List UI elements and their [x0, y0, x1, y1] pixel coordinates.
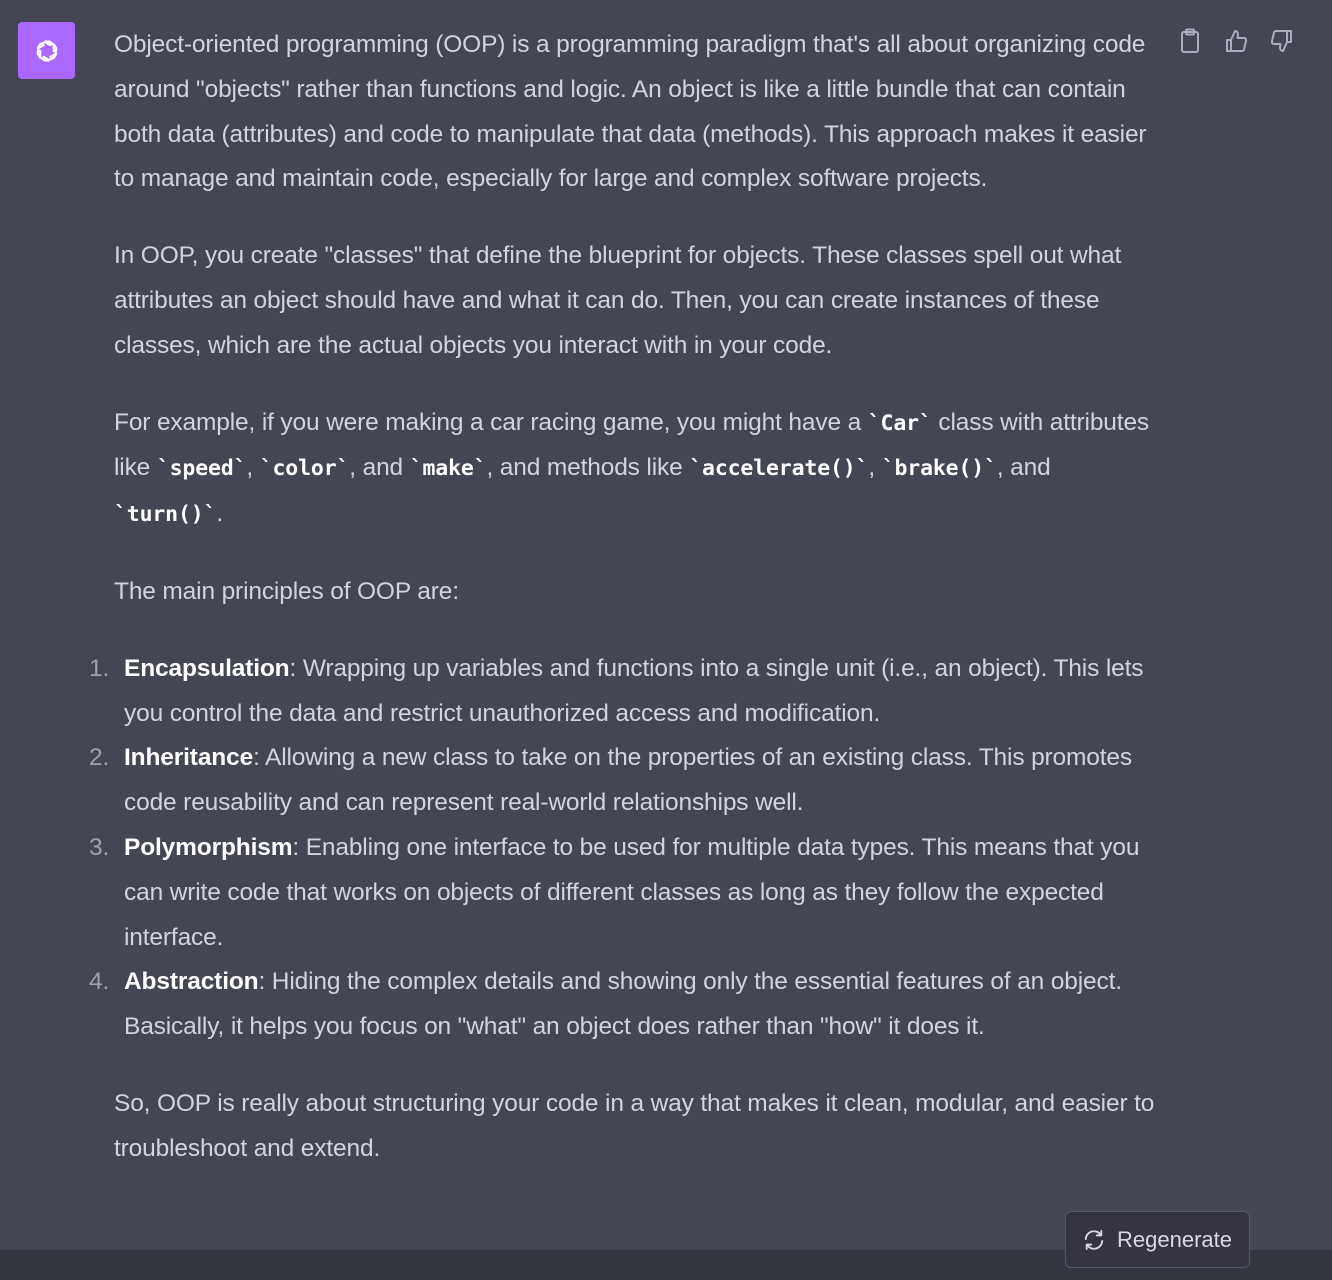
clipboard-icon: [1178, 28, 1202, 54]
inline-code: `make`: [409, 456, 487, 482]
paragraph-intro: Object-oriented programming (OOP) is a programming paradigm that's all about organizing code around "objects" rather than functions and logic. An object is like a little bundle that can contain both data (attributes) and code to manipulate that data (methods). This approach makes it easier to manage and maintain code, especially for large and complex software projects.: [114, 31, 1147, 193]
list-text: : Allowing a new class to take on the properties of an existing class. This promotes code reusability and can represent real-world relationships well.: [124, 744, 1132, 817]
list-number: 1.: [89, 654, 110, 682]
text: ,: [868, 454, 882, 482]
list-term: Abstraction: [124, 968, 259, 996]
text: class with attributes like: [114, 408, 1150, 482]
text: ,: [246, 454, 260, 482]
thumbs-down-icon: [1270, 28, 1294, 54]
regenerate-button[interactable]: [1065, 1211, 1250, 1268]
text: , and methods like: [486, 454, 690, 482]
paragraph-principles-intro: The main principles of OOP are:: [114, 577, 459, 605]
inline-code: `color`: [259, 456, 350, 482]
list-term: Polymorphism: [124, 833, 293, 861]
message-actions: [1176, 26, 1296, 56]
thumbs-up-button[interactable]: [1222, 26, 1250, 56]
paragraph-example: [114, 401, 1164, 538]
text: , and: [349, 454, 410, 482]
principles-list: [89, 647, 1164, 1050]
list-text: : Enabling one interface to be used for multiple data types. This means that you can write code that works on objects of different classes as long as they follow the expected interface.: [124, 833, 1140, 951]
refresh-icon: [1083, 1229, 1105, 1251]
list-item: [89, 826, 1164, 960]
text: For example, if you were making a car racing game, you might have a: [114, 408, 868, 436]
inline-code: `speed`: [156, 456, 247, 482]
text: , and: [996, 454, 1051, 482]
list-term: Inheritance: [124, 744, 254, 772]
inline-code: `Car`: [867, 410, 932, 436]
inline-code: `brake()`: [881, 456, 997, 482]
thumbs-up-icon: [1224, 28, 1248, 54]
thumbs-down-button[interactable]: [1268, 26, 1296, 56]
list-item: [89, 647, 1164, 737]
list-item: [89, 736, 1164, 826]
assistant-avatar: [18, 22, 75, 79]
list-item: [89, 960, 1164, 1050]
inline-code: `turn()`: [114, 502, 217, 528]
list-text: : Wrapping up variables and functions into a single unit (i.e., an object). This lets you control the data and restrict unauthorized access and modification.: [124, 654, 1144, 727]
openai-logo-icon: [30, 34, 64, 68]
text: .: [216, 500, 224, 528]
assistant-message: [89, 23, 1164, 1172]
list-number: 3.: [89, 833, 110, 861]
paragraph-summary: So, OOP is really about structuring your code in a way that makes it clean, modular, and easier to troubleshoot and extend.: [114, 1089, 1155, 1162]
inline-code: `accelerate()`: [689, 456, 869, 482]
paragraph-classes: In OOP, you create "classes" that define the blueprint for objects. These classes spell out what attributes an object should have and what it can do. Then, you can create instances of these classes, which are the actual objects you interact with in your code.: [114, 242, 1122, 359]
list-number: 4.: [89, 968, 110, 996]
list-text: : Hiding the complex details and showing only the essential features of an object. Basically, it helps you focus on "what" an object does rather than "how" it does it.: [124, 968, 1122, 1041]
list-term: Encapsulation: [124, 654, 290, 682]
list-number: 2.: [89, 744, 110, 772]
regenerate-label: Regenerate: [1117, 1226, 1232, 1252]
copy-button[interactable]: [1176, 26, 1204, 56]
